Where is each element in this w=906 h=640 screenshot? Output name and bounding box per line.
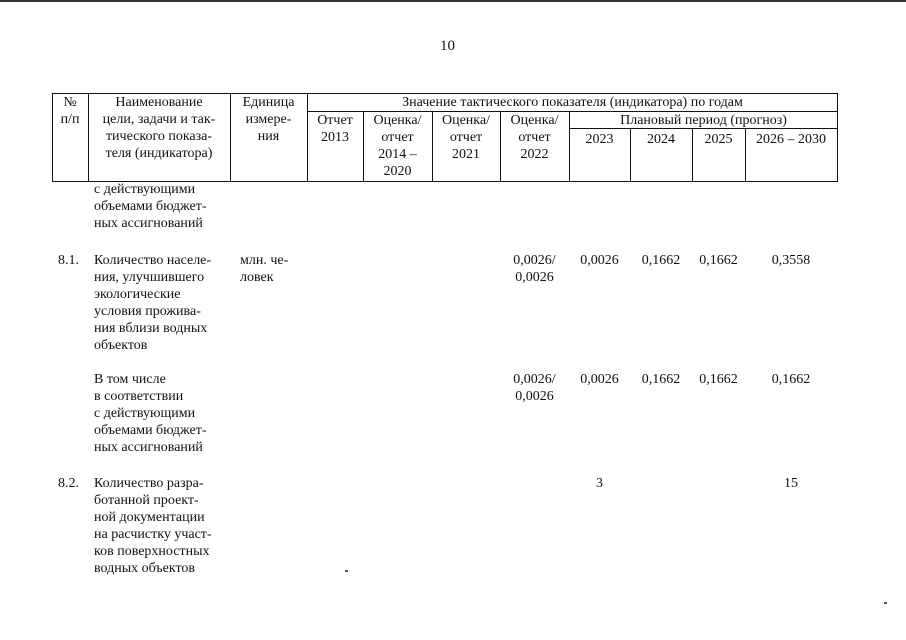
header-2013-line: Отчет: [317, 113, 353, 128]
row-name-line: условия прожива-: [94, 304, 201, 319]
header-2013-line: 2013: [321, 130, 349, 145]
header-2014-line: 2020: [383, 164, 412, 179]
row-name-line: водных объектов: [94, 561, 196, 576]
header-group-title: Значение тактического показателя (индикатора) по годам: [402, 95, 743, 110]
row-name-line: ных ассигнований: [94, 440, 203, 455]
scan-speck: [884, 602, 887, 604]
row-unit-line: ловек: [240, 270, 274, 285]
header-unit-line: Единица: [242, 95, 295, 110]
row-name-line: в соответствии: [94, 389, 184, 404]
row-value-2024: 0,1662: [641, 253, 681, 268]
row-value-2022-line: 0,0026/: [513, 372, 556, 387]
row-name-line: ботанной проект-: [94, 493, 199, 508]
header-2014-line: отчет: [381, 130, 414, 145]
page-number: 10: [440, 38, 455, 54]
row-name-line: Количество населе-: [94, 253, 212, 268]
header-2021-line: Оценка/: [441, 113, 490, 128]
row-value-2026-2030: 0,1662: [771, 372, 811, 387]
row-unit-line: млн. че-: [240, 253, 289, 268]
header-num-line: п/п: [60, 112, 80, 127]
row-name-line: ния вблизи водных: [94, 321, 208, 336]
row-value-2022-line: 0,0026/: [513, 253, 556, 268]
header-2025: 2025: [704, 132, 733, 147]
row-name-line: объемами бюджет-: [94, 199, 207, 214]
header-2021-line: 2021: [452, 147, 480, 162]
header-name-line: Наименование: [115, 95, 203, 110]
row-value-2025: 0,1662: [699, 372, 738, 387]
header-2021-line: отчет: [449, 130, 483, 145]
row-name-line: ной документации: [94, 510, 205, 525]
header-2014-line: 2014 –: [378, 147, 417, 162]
row-value-2026-2030: 0,3558: [771, 253, 811, 268]
row-name-line: на расчистку участ-: [94, 527, 212, 542]
row-name-line: ков поверхностных: [94, 544, 210, 559]
row-value-2022-line: 0,0026: [515, 270, 554, 285]
header-unit-line: измере-: [245, 112, 292, 127]
row-name-line: объемами бюджет-: [94, 423, 207, 438]
row-value-2025: 0,1662: [699, 253, 738, 268]
row-name-line: ния, улучшившего: [94, 270, 205, 285]
header-2022-line: отчет: [518, 130, 551, 145]
row-value-2026-2030: 15: [784, 476, 798, 491]
header-2023: 2023: [585, 132, 614, 147]
header-unit-line: ния: [257, 129, 280, 144]
header-2014-line: Оценка/: [373, 113, 422, 128]
header-name-line: тического показа-: [105, 129, 213, 144]
row-name-line: экологические: [94, 287, 181, 302]
row-name-line: с действующими: [94, 406, 196, 421]
header-name-line: теля (индикатора): [105, 146, 213, 161]
header-2022-line: 2022: [520, 147, 549, 162]
page-top-border: [0, 0, 906, 2]
row-value-2022-line: 0,0026: [515, 389, 554, 404]
row-name-line: Количество разра-: [94, 476, 204, 491]
row-name-line: В том числе: [94, 372, 166, 387]
scan-speck: [345, 570, 348, 572]
row-number: 8.1.: [58, 253, 79, 268]
row-value-2024: 0,1662: [641, 372, 681, 387]
row-number: 8.2.: [58, 476, 79, 491]
header-plan-title: Плановый период (прогноз): [620, 113, 787, 128]
row-value-2023: 3: [596, 476, 603, 491]
row-name-line: ных ассигнований: [94, 216, 203, 231]
header-num-line: №: [63, 95, 77, 110]
row-value-2023: 0,0026: [580, 372, 619, 387]
header-2026-2030: 2026 – 2030: [756, 132, 826, 147]
row-name-line: объектов: [94, 338, 148, 353]
header-2024: 2024: [647, 132, 675, 147]
header-name-line: цели, задачи и так-: [102, 112, 216, 127]
row-name-line: с действующими: [94, 182, 196, 197]
row-value-2023: 0,0026: [580, 253, 619, 268]
header-2022-line: Оценка/: [510, 113, 559, 128]
